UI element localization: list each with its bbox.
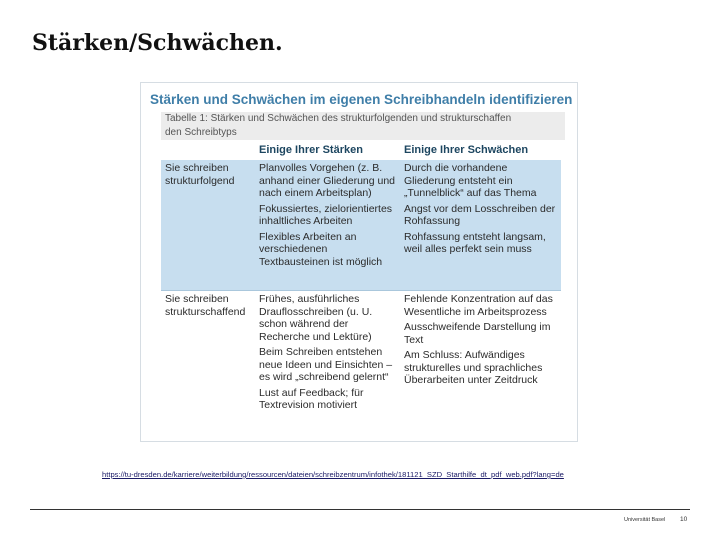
table-figure bbox=[140, 82, 578, 442]
header-empty bbox=[161, 140, 255, 160]
strength-entry: Beim Schreiben entstehen neue Ideen und Einsichten – es wird „schreibend gelernt“ bbox=[259, 346, 393, 383]
figure-heading: Stärken und Schwächen im eigenen Schreibhandeln identifizieren bbox=[150, 92, 573, 107]
table-header-row bbox=[161, 140, 561, 160]
strength-entry: Lust auf Feedback; für Textrevision motiviert bbox=[259, 386, 364, 411]
strength-entry: Flexibles Arbeiten an verschiedenen Textbausteinen ist möglich bbox=[259, 230, 383, 268]
row-label-strukturschaffend: Sie schreiben strukturschaffend bbox=[165, 293, 246, 318]
figure-caption bbox=[161, 112, 565, 140]
strengths-cell bbox=[255, 291, 400, 441]
caption-line-2: den Schreibtyps bbox=[165, 127, 237, 138]
page-number: 10 bbox=[680, 516, 688, 523]
caption-line-1: Tabelle 1: Stärken und Schwächen des strukturfolgenden und strukturschaffen bbox=[165, 113, 512, 124]
row-label-strukturfolgend: Sie schreiben strukturfolgend bbox=[165, 162, 235, 187]
strength-entry: Planvolles Vorgehen (z. B. anhand einer Gliederung und nach einem Arbeitsplan) bbox=[259, 162, 396, 199]
weaknesses-cell bbox=[400, 160, 561, 290]
weaknesses-cell bbox=[400, 291, 561, 441]
weakness-entry: Fehlende Konzentration auf das Wesentliche im Arbeitsprozess bbox=[404, 293, 553, 318]
table-row bbox=[161, 290, 561, 441]
strength-entry: Frühes, ausführliches Drauflosschreiben (u. U. schon während der Recherche und Lektüre) bbox=[259, 293, 373, 343]
weakness-entry: Rohfassung entsteht langsam, weil alles perfekt sein muss bbox=[404, 230, 546, 255]
weakness-entry: Am Schluss: Aufwändiges strukturelles und sprachliches Überarbeiten unter Zeitdruck bbox=[404, 349, 543, 386]
slide-title: Stärken/Schwächen. bbox=[32, 30, 283, 56]
strengths-weaknesses-table bbox=[161, 140, 561, 441]
weakness-entry: Ausschweifende Darstellung im Text bbox=[404, 321, 551, 346]
strength-entry: Fokussiertes, zielorientiertes inhaltliches Arbeiten bbox=[259, 202, 393, 227]
source-link[interactable]: https://tu-dresden.de/karriere/weiterbildung/ressourcen/dateien/schreibzentrum/infothek/181121_SZD_Starthilfe_dt_pdf_web.pdf?lang=de bbox=[102, 470, 564, 479]
strengths-cell bbox=[255, 160, 400, 290]
footer-organization: Universität Basel bbox=[624, 517, 666, 523]
header-weaknesses: Einige Ihrer Schwächen bbox=[404, 144, 529, 156]
table-row bbox=[161, 160, 561, 290]
header-strengths: Einige Ihrer Stärken bbox=[259, 144, 363, 156]
footer-divider bbox=[30, 509, 690, 510]
weakness-entry: Durch die vorhandene Gliederung entsteht ein „Tunnelblick“ auf das Thema bbox=[404, 162, 537, 199]
weakness-entry: Angst vor dem Losschreiben der Rohfassung bbox=[404, 202, 556, 227]
